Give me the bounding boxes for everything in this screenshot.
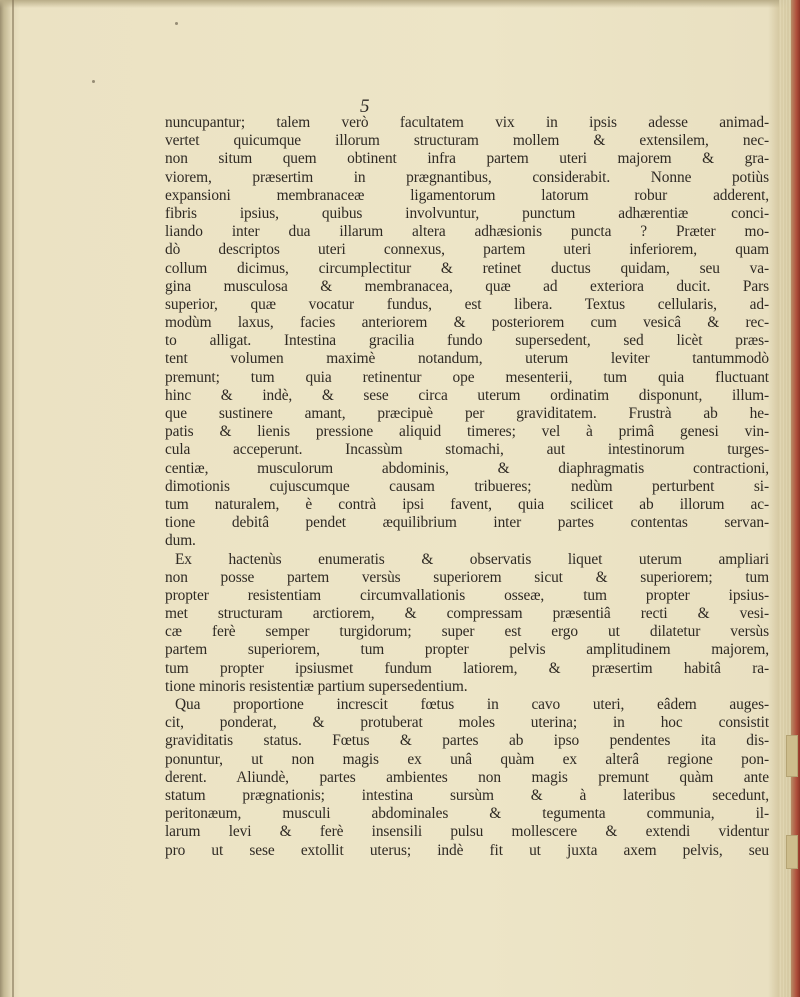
text-line: centiæ, musculorum abdominis, & diaphragmatis contractioni, (165, 459, 769, 477)
text-line: fibris ipsius, quibus involvuntur, punctum adhærentiæ conci- (165, 204, 769, 222)
text-line: derent. Aliundè, partes ambientes non magis premunt quàm ante (165, 768, 769, 786)
text-line: tum propter ipsiusmet fundum latiorem, & præsertim habitâ ra- (165, 659, 769, 677)
ink-speck (92, 80, 95, 83)
text-line: cula acceperunt. Incassùm stomachi, aut intestinorum turges- (165, 441, 769, 459)
text-line: gina musculosa & membranacea, quæ ad exteriora ducit. Pars (165, 277, 769, 295)
page-tab (786, 735, 798, 777)
text-line: non posse partem versùs superiorem sicut & superiorem; tum (165, 568, 769, 586)
text-line: premunt; tum quia retinentur ope mesenterii, tum quia fluctuant (165, 368, 769, 386)
text-line: ponuntur, ut non magis ex unâ quàm ex alterâ regione pon- (165, 750, 769, 768)
text-line: dimotionis cujuscumque causam tribueres; nedùm perturbent si- (165, 477, 769, 495)
page-number: 5 (360, 96, 370, 117)
page-tab (786, 835, 798, 869)
ink-speck (175, 22, 178, 25)
text-line: cit, ponderat, & protuberat moles uterina; in hoc consistit (165, 714, 769, 732)
text-line: larum levi & ferè insensili pulsu mollescere & extendi videntur (165, 823, 769, 841)
text-line: nuncupantur; talem verò facultatem vix in ipsis adesse animad- (165, 114, 769, 131)
text-line: met structuram arctiorem, & compressam præsentiâ recti & vesi- (165, 605, 769, 623)
text-line: dò descriptos uteri connexus, partem uteri inferiorem, quam (165, 241, 769, 259)
text-line: cæ ferè semper turgidorum; super est ergo ut dilatetur versùs (165, 623, 769, 641)
text-line: non situm quem obtinent infra partem uteri majorem & gra- (165, 150, 769, 168)
text-line: peritonæum, musculi abdominales & tegumenta communia, il- (165, 805, 769, 823)
text-line: vertet quicumque illorum structuram mollem & extensilem, nec- (165, 132, 769, 150)
top-shadow (0, 0, 800, 8)
binding-gutter (12, 0, 14, 997)
text-line: tione minoris resistentiæ partium supersedentium. (165, 677, 468, 695)
text-line: Ex hactenùs enumeratis & observatis liquet uterum ampliari (175, 550, 769, 568)
text-line: expansioni membranaceæ ligamentorum latorum robur adderent, (165, 186, 769, 204)
body-text (165, 114, 769, 860)
text-line: propter resistentiam circumvallationis osseæ, tum propter ipsius- (165, 586, 769, 604)
text-line: viorem, præsertim in prægnantibus, considerabit. Nonne potiùs (165, 168, 769, 186)
text-line: to alligat. Intestina gracilia fundo supersedent, sed licèt præs- (165, 332, 769, 350)
text-line: liando inter dua illarum altera adhæsionis puncta ? Præter mo- (165, 223, 769, 241)
text-line: que sustinere amant, præcipuè per graviditatem. Frustrà ab he- (165, 405, 769, 422)
text-line: graviditatis status. Fœtus & partes ab ipso pendentes ita dis- (165, 732, 769, 750)
text-line: hinc & indè, & sese circa uterum ordinatim disponunt, illum- (165, 386, 769, 404)
text-line: tum naturalem, è contrà ipsi favent, quia scilicet ab illorum ac- (165, 495, 769, 513)
text-line: modùm laxus, facies anteriorem & posteriorem cum vesicâ & rec- (165, 314, 769, 332)
text-line: Qua proportione increscit fœtus in cavo uteri, eâdem auges- (175, 696, 769, 713)
text-line: pro ut sese extollit uterus; indè fit ut juxta axem pelvis, seu (165, 841, 769, 859)
text-line: superior, quæ vocatur fundus, est libera. Textus cellularis, ad- (165, 295, 769, 313)
text-line: collum dicimus, circumplectitur & retinet ductus quidam, seu va- (165, 259, 769, 277)
text-line: tent volumen maximè notandum, uterum leviter tantummodò (165, 350, 769, 368)
text-line: tione debitâ pendet æquilibrium inter partes contentas servan- (165, 514, 769, 532)
text-line: partem superiorem, tum propter pelvis amplitudinem majorem, (165, 641, 769, 659)
text-line: statum prægnationis; intestina sursùm & à lateribus secedunt, (165, 786, 769, 804)
text-line: dum. (165, 532, 196, 550)
text-line: patis & lienis pressione aliquid timeres; vel à primâ genesi vin- (165, 423, 769, 441)
